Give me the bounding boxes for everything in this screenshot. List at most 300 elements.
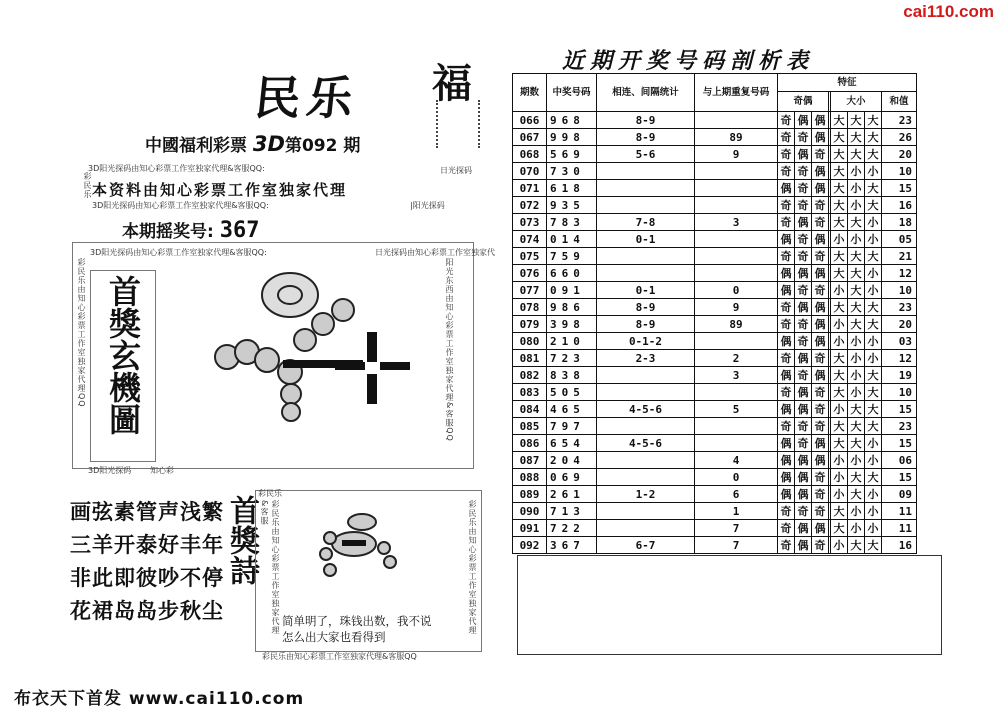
cell-winning-number: 505 xyxy=(547,384,597,401)
draw-number-line xyxy=(122,217,259,243)
cell-odd-even: 奇 xyxy=(812,350,829,367)
cell-neighbor: 4-5-6 xyxy=(597,435,695,452)
table-row xyxy=(513,503,917,520)
cell-winning-number: 968 xyxy=(547,112,597,129)
cell-big-small: 大 xyxy=(865,248,882,265)
cell-big-small: 小 xyxy=(848,163,865,180)
cell-period: 091 xyxy=(513,520,547,537)
riddle-top-right-small: 日光探码由知心彩票工作室独家代 xyxy=(375,248,495,257)
cell-big-small: 大 xyxy=(848,299,865,316)
cell-neighbor xyxy=(597,367,695,384)
col-winning: 中奖号码 xyxy=(547,74,597,112)
col-features: 特征 xyxy=(778,74,917,92)
cell-period: 082 xyxy=(513,367,547,384)
cell-big-small: 大 xyxy=(848,112,865,129)
poem-box-top-small: 彩民乐 xyxy=(258,489,282,498)
cell-big-small: 大 xyxy=(865,316,882,333)
cell-winning-number: 398 xyxy=(547,316,597,333)
cell-big-small: 小 xyxy=(831,469,848,486)
cell-odd-even: 奇 xyxy=(812,486,829,503)
promo-small-line-2-right: |阳光探码 xyxy=(410,201,445,210)
poem-box-bottom-small: 彩民乐由知心彩票工作室独家代理&客服QQ xyxy=(262,652,417,661)
cell-odd-even: 偶 xyxy=(812,129,829,146)
cell-big-small: 大 xyxy=(831,384,848,401)
cell-neighbor: 5-6 xyxy=(597,146,695,163)
cell-big-small: 小 xyxy=(848,180,865,197)
cell-repeat: 3 xyxy=(695,214,778,231)
draw-history-table xyxy=(512,73,917,554)
table-row xyxy=(513,112,917,129)
cell-sum: 20 xyxy=(882,316,917,333)
cell-period: 076 xyxy=(513,265,547,282)
cell-repeat: 7 xyxy=(695,520,778,537)
cell-sum: 10 xyxy=(882,282,917,299)
cell-neighbor xyxy=(597,384,695,401)
table-row xyxy=(513,452,917,469)
cell-big-small: 小 xyxy=(848,197,865,214)
poem-line: 花裙岛岛步秋尘 xyxy=(70,599,224,623)
cell-repeat: 9 xyxy=(695,146,778,163)
cell-repeat xyxy=(695,112,778,129)
cell-odd-even: 偶 xyxy=(795,299,812,316)
cell-odd-even: 奇 xyxy=(812,214,829,231)
cell-neighbor xyxy=(597,163,695,180)
table-row xyxy=(513,265,917,282)
cell-sum: 19 xyxy=(882,367,917,384)
cell-odd-even: 偶 xyxy=(812,112,829,129)
riddle-top-small: 3D阳光探码由知心彩票工作室独家代理&客服QQ: xyxy=(90,248,267,257)
cell-odd-even: 奇 xyxy=(795,129,812,146)
cell-big-small: 大 xyxy=(865,146,882,163)
note-text xyxy=(282,613,432,645)
promo-small-line-1: 3D阳光探码由知心彩票工作室独家代理&客服QQ: xyxy=(88,164,265,173)
cell-big-small: 小 xyxy=(865,333,882,350)
table-row xyxy=(513,316,917,333)
cell-big-small: 小 xyxy=(831,537,848,554)
cell-repeat xyxy=(695,248,778,265)
cell-period: 073 xyxy=(513,214,547,231)
cell-odd-even: 奇 xyxy=(795,282,812,299)
cell-odd-even: 奇 xyxy=(795,248,812,265)
cell-neighbor: 1-2 xyxy=(597,486,695,503)
cell-big-small: 小 xyxy=(865,503,882,520)
table-row xyxy=(513,282,917,299)
cell-big-small: 大 xyxy=(848,248,865,265)
cell-odd-even: 奇 xyxy=(778,418,795,435)
cell-odd-even: 奇 xyxy=(812,418,829,435)
issue-heading xyxy=(145,131,360,156)
cell-odd-even: 奇 xyxy=(778,129,795,146)
cell-big-small: 小 xyxy=(865,520,882,537)
cell-sum: 15 xyxy=(882,180,917,197)
cell-period: 092 xyxy=(513,537,547,554)
cell-repeat xyxy=(695,197,778,214)
cell-big-small: 大 xyxy=(831,248,848,265)
cell-big-small: 大 xyxy=(865,537,882,554)
cell-neighbor: 8-9 xyxy=(597,316,695,333)
cell-period: 078 xyxy=(513,299,547,316)
cell-period: 081 xyxy=(513,350,547,367)
table-row xyxy=(513,333,917,350)
cell-odd-even: 奇 xyxy=(812,146,829,163)
table-row xyxy=(513,248,917,265)
table-row xyxy=(513,537,917,554)
poem-line: 非此即彼吵不停 xyxy=(70,566,224,590)
cell-odd-even: 奇 xyxy=(795,163,812,180)
cell-big-small: 小 xyxy=(831,282,848,299)
cell-big-small: 大 xyxy=(848,282,865,299)
cell-period: 089 xyxy=(513,486,547,503)
cell-big-small: 小 xyxy=(865,214,882,231)
brand-title: 民乐 xyxy=(251,71,362,125)
cell-odd-even: 偶 xyxy=(795,469,812,486)
issue-prefix: 中國福利彩票 xyxy=(145,136,247,156)
cell-odd-even: 奇 xyxy=(812,469,829,486)
table-row xyxy=(513,486,917,503)
table-body xyxy=(513,112,917,554)
table-row xyxy=(513,163,917,180)
poem-coins-illustration xyxy=(312,508,412,588)
cell-big-small: 大 xyxy=(848,316,865,333)
table-row xyxy=(513,384,917,401)
cell-sum: 16 xyxy=(882,537,917,554)
cell-big-small: 小 xyxy=(865,435,882,452)
fu-character: 福 xyxy=(432,60,472,107)
cell-period: 079 xyxy=(513,316,547,333)
table-row xyxy=(513,146,917,163)
cell-odd-even: 偶 xyxy=(778,180,795,197)
table-row xyxy=(513,197,917,214)
cell-period: 077 xyxy=(513,282,547,299)
cell-big-small: 小 xyxy=(865,282,882,299)
cell-period: 087 xyxy=(513,452,547,469)
cell-neighbor xyxy=(597,180,695,197)
cell-odd-even: 奇 xyxy=(778,316,795,333)
poem-line: 画弦素管声浅繁 xyxy=(70,500,224,524)
cell-winning-number: 210 xyxy=(547,333,597,350)
cell-period: 072 xyxy=(513,197,547,214)
cell-odd-even: 奇 xyxy=(795,367,812,384)
blank-notes-box xyxy=(517,555,942,655)
cell-big-small: 大 xyxy=(831,367,848,384)
site-watermark: cai110.com xyxy=(903,2,994,21)
cell-big-small: 大 xyxy=(865,129,882,146)
cell-odd-even: 偶 xyxy=(812,231,829,248)
riddle-title: 首獎玄機圖 xyxy=(104,275,142,435)
cell-odd-even: 偶 xyxy=(795,537,812,554)
cell-big-small: 小 xyxy=(831,333,848,350)
cell-big-small: 大 xyxy=(831,214,848,231)
cell-repeat: 89 xyxy=(695,316,778,333)
cell-repeat: 6 xyxy=(695,486,778,503)
cell-winning-number: 838 xyxy=(547,367,597,384)
cell-odd-even: 偶 xyxy=(778,401,795,418)
cell-repeat: 7 xyxy=(695,537,778,554)
footer-text: 布衣天下首发 www.cai110.com xyxy=(14,689,305,709)
promo-small-line-1-right: 日光探码 xyxy=(440,166,472,175)
cell-odd-even: 奇 xyxy=(778,537,795,554)
cell-odd-even: 偶 xyxy=(778,367,795,384)
agent-line: 本资料由知心彩票工作室独家代理 xyxy=(92,181,348,199)
cell-odd-even: 偶 xyxy=(778,435,795,452)
table-row xyxy=(513,520,917,537)
table-row xyxy=(513,299,917,316)
cell-odd-even: 奇 xyxy=(795,435,812,452)
cell-big-small: 大 xyxy=(831,112,848,129)
cell-period: 086 xyxy=(513,435,547,452)
cell-big-small: 小 xyxy=(848,520,865,537)
cell-odd-even: 偶 xyxy=(778,282,795,299)
cell-odd-even: 奇 xyxy=(778,197,795,214)
cell-neighbor xyxy=(597,418,695,435)
cell-odd-even: 奇 xyxy=(812,384,829,401)
cell-neighbor: 0-1 xyxy=(597,282,695,299)
table-row xyxy=(513,231,917,248)
riddle-right-vertical: 阳光东西由知心彩票工作室独家代理&客服QQ xyxy=(445,258,454,442)
cell-neighbor xyxy=(597,197,695,214)
cell-big-small: 小 xyxy=(831,231,848,248)
cell-big-small: 小 xyxy=(865,350,882,367)
cell-odd-even: 奇 xyxy=(795,316,812,333)
cell-repeat xyxy=(695,231,778,248)
table-row xyxy=(513,180,917,197)
cell-big-small: 小 xyxy=(848,231,865,248)
cell-big-small: 大 xyxy=(848,265,865,282)
cell-odd-even: 奇 xyxy=(812,503,829,520)
cell-sum: 23 xyxy=(882,299,917,316)
cell-sum: 23 xyxy=(882,418,917,435)
cell-repeat: 3 xyxy=(695,367,778,384)
cell-big-small: 大 xyxy=(831,435,848,452)
cell-sum: 12 xyxy=(882,265,917,282)
cell-neighbor: 8-9 xyxy=(597,129,695,146)
cell-winning-number: 759 xyxy=(547,248,597,265)
cell-repeat xyxy=(695,435,778,452)
promo-small-line-2: 3D阳光探码由知心彩票工作室独家代理&客服QQ: xyxy=(92,201,269,210)
cell-neighbor: 8-9 xyxy=(597,112,695,129)
cell-big-small: 大 xyxy=(865,418,882,435)
cell-big-small: 大 xyxy=(865,299,882,316)
cell-sum: 10 xyxy=(882,384,917,401)
cell-sum: 18 xyxy=(882,214,917,231)
cell-sum: 11 xyxy=(882,520,917,537)
cell-odd-even: 偶 xyxy=(812,316,829,333)
cell-neighbor xyxy=(597,265,695,282)
cell-sum: 15 xyxy=(882,469,917,486)
cell-big-small: 大 xyxy=(865,367,882,384)
cell-neighbor xyxy=(597,452,695,469)
cell-winning-number: 654 xyxy=(547,435,597,452)
cell-odd-even: 偶 xyxy=(812,452,829,469)
cell-odd-even: 偶 xyxy=(812,163,829,180)
cell-repeat xyxy=(695,333,778,350)
cell-big-small: 大 xyxy=(848,129,865,146)
cell-big-small: 小 xyxy=(848,452,865,469)
cell-winning-number: 998 xyxy=(547,129,597,146)
col-neighbor: 相连、间隔统计 xyxy=(597,74,695,112)
cell-winning-number: 569 xyxy=(547,146,597,163)
cell-winning-number: 797 xyxy=(547,418,597,435)
cell-odd-even: 奇 xyxy=(778,503,795,520)
cell-odd-even: 奇 xyxy=(795,231,812,248)
cell-odd-even: 奇 xyxy=(778,146,795,163)
cell-odd-even: 偶 xyxy=(795,486,812,503)
cell-period: 067 xyxy=(513,129,547,146)
note-line: 怎么出大家也看得到 xyxy=(282,630,386,644)
cell-repeat xyxy=(695,180,778,197)
riddle-bottom-small-2: 知心彩 xyxy=(150,466,174,475)
poem-box-right-vertical: 彩民乐由知心彩票工作室独家代理 xyxy=(468,500,477,635)
cell-odd-even: 偶 xyxy=(795,265,812,282)
cell-period: 084 xyxy=(513,401,547,418)
table-row xyxy=(513,401,917,418)
poem-box-left-vertical: 彩民乐由知心彩票工作室独家代理&客服 xyxy=(260,500,280,635)
cell-period: 068 xyxy=(513,146,547,163)
cell-period: 088 xyxy=(513,469,547,486)
cell-odd-even: 偶 xyxy=(795,146,812,163)
cell-period: 066 xyxy=(513,112,547,129)
cell-big-small: 小 xyxy=(865,486,882,503)
col-big-small: 大小 xyxy=(831,92,882,112)
cell-odd-even: 偶 xyxy=(812,299,829,316)
poem-line: 三羊开泰好丰年 xyxy=(70,533,224,557)
cell-sum: 06 xyxy=(882,452,917,469)
cell-winning-number: 723 xyxy=(547,350,597,367)
cell-winning-number: 986 xyxy=(547,299,597,316)
cell-sum: 11 xyxy=(882,503,917,520)
issue-game: 3D xyxy=(252,132,285,156)
cell-big-small: 大 xyxy=(848,418,865,435)
cell-big-small: 大 xyxy=(848,469,865,486)
cell-period: 085 xyxy=(513,418,547,435)
cell-winning-number: 014 xyxy=(547,231,597,248)
cell-big-small: 小 xyxy=(865,452,882,469)
cell-big-small: 大 xyxy=(831,418,848,435)
cell-winning-number: 367 xyxy=(547,537,597,554)
cell-neighbor: 4-5-6 xyxy=(597,401,695,418)
cell-winning-number: 935 xyxy=(547,197,597,214)
table-row xyxy=(513,350,917,367)
cell-odd-even: 奇 xyxy=(795,333,812,350)
cell-odd-even: 奇 xyxy=(778,214,795,231)
cell-period: 074 xyxy=(513,231,547,248)
cell-sum: 15 xyxy=(882,435,917,452)
cell-winning-number: 783 xyxy=(547,214,597,231)
cell-big-small: 大 xyxy=(848,486,865,503)
cell-odd-even: 奇 xyxy=(778,112,795,129)
col-odd-even: 奇偶 xyxy=(778,92,829,112)
cell-odd-even: 偶 xyxy=(812,265,829,282)
cell-big-small: 大 xyxy=(848,214,865,231)
cell-repeat xyxy=(695,384,778,401)
cell-odd-even: 奇 xyxy=(812,197,829,214)
cell-repeat: 9 xyxy=(695,299,778,316)
cell-sum: 12 xyxy=(882,350,917,367)
col-period: 期数 xyxy=(513,74,547,112)
cell-odd-even: 奇 xyxy=(812,537,829,554)
cell-odd-even: 奇 xyxy=(795,180,812,197)
cell-neighbor xyxy=(597,469,695,486)
cell-odd-even: 偶 xyxy=(812,520,829,537)
cell-big-small: 大 xyxy=(831,129,848,146)
fu-tassel-decoration xyxy=(436,100,480,148)
poem-title: 首獎詩 xyxy=(224,495,259,585)
cell-big-small: 大 xyxy=(848,435,865,452)
table-row xyxy=(513,367,917,384)
cell-sum: 10 xyxy=(882,163,917,180)
table-row xyxy=(513,469,917,486)
cell-sum: 05 xyxy=(882,231,917,248)
issue-number: 第092 xyxy=(284,136,338,156)
cell-neighbor xyxy=(597,520,695,537)
cell-odd-even: 偶 xyxy=(795,112,812,129)
cell-sum: 26 xyxy=(882,129,917,146)
cell-neighbor: 7-8 xyxy=(597,214,695,231)
table-title: 近期开奖号码剖析表 xyxy=(562,48,815,74)
cell-odd-even: 奇 xyxy=(778,520,795,537)
cell-odd-even: 奇 xyxy=(795,418,812,435)
cell-big-small: 大 xyxy=(848,401,865,418)
cell-odd-even: 偶 xyxy=(812,333,829,350)
cell-odd-even: 偶 xyxy=(778,486,795,503)
cell-odd-even: 偶 xyxy=(795,520,812,537)
promo-vertical-stub: 彩民乐 xyxy=(83,172,92,199)
cell-winning-number: 730 xyxy=(547,163,597,180)
riddle-bottom-small: 3D阳光探码 xyxy=(88,466,132,475)
cell-big-small: 大 xyxy=(848,146,865,163)
cell-big-small: 大 xyxy=(831,299,848,316)
cell-sum: 09 xyxy=(882,486,917,503)
cell-sum: 15 xyxy=(882,401,917,418)
cell-odd-even: 奇 xyxy=(812,248,829,265)
cell-odd-even: 奇 xyxy=(812,401,829,418)
cell-winning-number: 722 xyxy=(547,520,597,537)
cell-repeat: 5 xyxy=(695,401,778,418)
prize-poem xyxy=(70,496,224,628)
cell-big-small: 小 xyxy=(831,316,848,333)
cell-odd-even: 奇 xyxy=(812,282,829,299)
cell-big-small: 小 xyxy=(865,265,882,282)
cell-odd-even: 偶 xyxy=(795,384,812,401)
cell-repeat xyxy=(695,163,778,180)
cell-big-small: 大 xyxy=(831,180,848,197)
cell-neighbor: 6-7 xyxy=(597,537,695,554)
cell-big-small: 小 xyxy=(848,367,865,384)
cell-big-small: 小 xyxy=(865,231,882,248)
cell-repeat: 4 xyxy=(695,452,778,469)
cell-winning-number: 261 xyxy=(547,486,597,503)
table-row xyxy=(513,129,917,146)
cell-big-small: 大 xyxy=(865,197,882,214)
cell-big-small: 大 xyxy=(865,469,882,486)
cell-odd-even: 偶 xyxy=(795,452,812,469)
cell-big-small: 小 xyxy=(848,350,865,367)
issue-suffix: 期 xyxy=(343,136,361,156)
cell-sum: 23 xyxy=(882,112,917,129)
cell-repeat: 89 xyxy=(695,129,778,146)
cell-odd-even: 偶 xyxy=(778,231,795,248)
riddle-left-vertical: 彩民乐由知心彩票工作室独家代理QQ xyxy=(77,258,86,408)
riddle-coins-illustration xyxy=(195,262,425,442)
cell-odd-even: 奇 xyxy=(778,163,795,180)
cell-big-small: 小 xyxy=(848,503,865,520)
table-row xyxy=(513,435,917,452)
cell-neighbor: 0-1-2 xyxy=(597,333,695,350)
cell-odd-even: 偶 xyxy=(778,452,795,469)
draw-label: 本期摇奖号: xyxy=(122,222,214,242)
cell-period: 090 xyxy=(513,503,547,520)
cell-winning-number: 713 xyxy=(547,503,597,520)
